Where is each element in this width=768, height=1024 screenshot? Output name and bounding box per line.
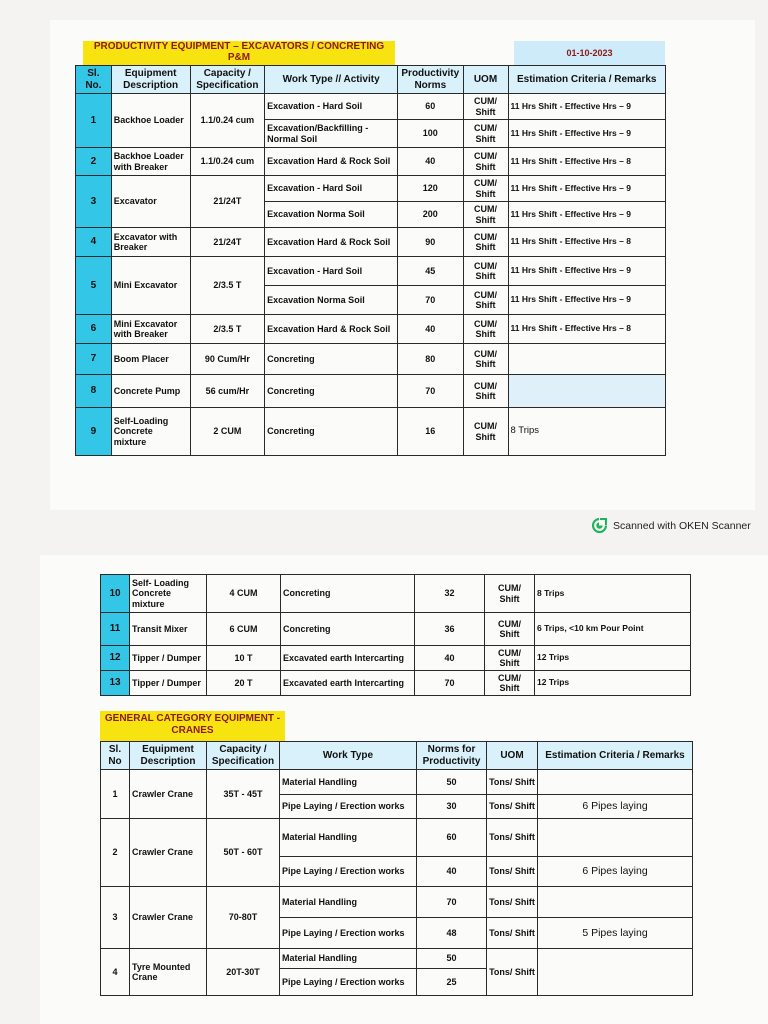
section3-title: GENERAL CATEGORY EQUIPMENT - CRANES: [100, 711, 285, 742]
table-row: [101, 646, 691, 671]
col-header-remarks: Estimation Criteria / Remarks: [538, 742, 693, 770]
cell-norm: 60: [398, 94, 463, 120]
cell-work-type: Concreting: [281, 575, 415, 613]
cell-capacity: 35T - 45T: [207, 770, 280, 819]
cell-uom: CUM/ Shift: [463, 315, 508, 344]
cell-uom: Tons/ Shift: [487, 819, 538, 857]
cell-norm: 70: [398, 375, 463, 408]
cell-work-type: Concreting: [265, 375, 398, 408]
cell-equipment: Backhoe Loader: [111, 94, 190, 148]
transport-table: [100, 574, 691, 696]
col-header-norms: Productivity Norms: [398, 66, 463, 94]
cell-norm: 32: [415, 575, 485, 613]
cell-work-type: Material Handling: [280, 887, 417, 918]
cell-capacity: 2/3.5 T: [190, 315, 265, 344]
table-row: [101, 575, 691, 613]
cell-norm: 40: [417, 857, 487, 887]
cell-equipment: Crawler Crane: [130, 887, 207, 949]
cell-remark: 11 Hrs Shift - Effective Hrs – 9: [508, 94, 666, 120]
cell-equipment: Concrete Pump: [111, 375, 190, 408]
cell-capacity: 6 CUM: [207, 613, 281, 646]
cell-remark: 12 Trips: [535, 646, 691, 671]
cell-equipment: Transit Mixer: [130, 613, 207, 646]
cell-sl: 7: [76, 344, 112, 375]
cell-norm: 70: [415, 671, 485, 696]
cell-uom: CUM/ Shift: [463, 344, 508, 375]
cell-norm: 48: [417, 918, 487, 949]
col-header-uom: UOM: [487, 742, 538, 770]
cell-remark: [508, 344, 666, 375]
cell-sl: 11: [101, 613, 130, 646]
cell-norm: 80: [398, 344, 463, 375]
cell-uom: CUM/ Shift: [463, 375, 508, 408]
cell-capacity: 21/24T: [190, 176, 265, 228]
cell-uom: CUM/ Shift: [463, 120, 508, 148]
cell-work-type: Excavation Hard & Rock Soil: [265, 148, 398, 176]
cell-norm: 70: [417, 887, 487, 918]
col-header-uom: UOM: [463, 66, 508, 94]
cell-norm: 120: [398, 176, 463, 202]
cell-sl: 2: [101, 819, 130, 887]
cell-sl: 3: [101, 887, 130, 949]
table-row: [101, 671, 691, 696]
cell-uom: CUM/ Shift: [463, 94, 508, 120]
cell-remark: 8 Trips: [508, 408, 666, 456]
cell-remark: 6 Trips, <10 km Pour Point: [535, 613, 691, 646]
cell-capacity: 2/3.5 T: [190, 257, 265, 315]
scanner-text: Scanned with OKEN Scanner: [613, 519, 751, 532]
cell-remark: 11 Hrs Shift - Effective Hrs – 9: [508, 286, 666, 315]
cell-work-type: Excavated earth Intercarting: [281, 646, 415, 671]
cell-sl: 8: [76, 375, 112, 408]
cell-equipment: Tipper / Dumper: [130, 671, 207, 696]
cell-uom: CUM/ Shift: [485, 613, 535, 646]
cell-equipment: Excavator: [111, 176, 190, 228]
cell-norm: 16: [398, 408, 463, 456]
cell-uom: CUM/ Shift: [463, 176, 508, 202]
cell-sl: 3: [76, 176, 112, 228]
cell-remark: 6 Pipes laying: [538, 857, 693, 887]
cell-sl: 10: [101, 575, 130, 613]
cell-equipment: Mini Excavator with Breaker: [111, 315, 190, 344]
cell-uom: CUM/ Shift: [485, 671, 535, 696]
cell-capacity: 50T - 60T: [207, 819, 280, 887]
cell-work-type: Excavation Hard & Rock Soil: [265, 315, 398, 344]
table-row: [76, 257, 666, 286]
cell-capacity: 10 T: [207, 646, 281, 671]
cell-norm: 40: [398, 315, 463, 344]
cell-norm: 50: [417, 949, 487, 969]
cell-norm: 50: [417, 770, 487, 795]
cell-equipment: Crawler Crane: [130, 770, 207, 819]
cell-remark: 6 Pipes laying: [538, 795, 693, 819]
table-row: [101, 949, 693, 969]
cell-uom: Tons/ Shift: [487, 949, 538, 996]
cell-capacity: 21/24T: [190, 228, 265, 257]
table-row: [101, 887, 693, 918]
section1-title: PRODUCTIVITY EQUIPMENT – EXCAVATORS / CONCRETING P&M: [83, 41, 395, 65]
cell-capacity: 20 T: [207, 671, 281, 696]
cell-uom: CUM/ Shift: [463, 228, 508, 257]
table-row: [76, 344, 666, 375]
cell-work-type: Pipe Laying / Erection works: [280, 918, 417, 949]
cell-equipment: Backhoe Loader with Breaker: [111, 148, 190, 176]
cell-sl: 6: [76, 315, 112, 344]
table-row: [76, 228, 666, 257]
cell-work-type: Pipe Laying / Erection works: [280, 795, 417, 819]
table-row: [101, 613, 691, 646]
cell-remark: 11 Hrs Shift - Effective Hrs – 9: [508, 176, 666, 202]
oken-logo-icon: [592, 518, 607, 533]
col-header-equipment: Equipment Description: [111, 66, 190, 94]
cell-equipment: Self- Loading Concrete mixture: [130, 575, 207, 613]
cell-norm: 36: [415, 613, 485, 646]
cell-remark: 5 Pipes laying: [538, 918, 693, 949]
col-header-norms: Norms for Productivity: [417, 742, 487, 770]
scanner-watermark: [592, 518, 751, 533]
cell-remark: 11 Hrs Shift - Effective Hrs – 8: [508, 228, 666, 257]
cell-sl: 9: [76, 408, 112, 456]
cell-capacity: 70-80T: [207, 887, 280, 949]
cell-sl: 1: [76, 94, 112, 148]
cell-work-type: Material Handling: [280, 770, 417, 795]
table-row: [101, 770, 693, 795]
cell-capacity: 4 CUM: [207, 575, 281, 613]
cell-work-type: Excavation Norma Soil: [265, 286, 398, 315]
cell-uom: CUM/ Shift: [485, 575, 535, 613]
cell-norm: 200: [398, 202, 463, 228]
cell-remark: [538, 770, 693, 795]
cell-remark: 11 Hrs Shift - Effective Hrs – 8: [508, 148, 666, 176]
col-header-sl: Sl. No.: [76, 66, 112, 94]
cell-norm: 30: [417, 795, 487, 819]
cell-work-type: Concreting: [265, 408, 398, 456]
table-row: [76, 176, 666, 202]
col-header-work-type: Work Type // Activity: [265, 66, 398, 94]
cell-remark: [538, 887, 693, 918]
cell-uom: Tons/ Shift: [487, 770, 538, 795]
col-header-work-type: Work Type: [280, 742, 417, 770]
cell-uom: Tons/ Shift: [487, 795, 538, 819]
cell-norm: 70: [398, 286, 463, 315]
cell-uom: Tons/ Shift: [487, 918, 538, 949]
cell-sl: 4: [76, 228, 112, 257]
col-header-equipment: Equipment Description: [130, 742, 207, 770]
table-header-row: [101, 742, 693, 770]
cell-equipment: Mini Excavator: [111, 257, 190, 315]
cell-work-type: Excavation/Backfilling - Normal Soil: [265, 120, 398, 148]
cell-sl: 4: [101, 949, 130, 996]
cell-sl: 13: [101, 671, 130, 696]
excavators-table: [75, 65, 666, 456]
cell-norm: 90: [398, 228, 463, 257]
table-row: [76, 408, 666, 456]
cell-norm: 25: [417, 969, 487, 996]
cell-sl: 1: [101, 770, 130, 819]
cell-work-type: Pipe Laying / Erection works: [280, 969, 417, 996]
cell-capacity: 1.1/0.24 cum: [190, 148, 265, 176]
cell-sl: 5: [76, 257, 112, 315]
cell-remark: 11 Hrs Shift - Effective Hrs – 9: [508, 202, 666, 228]
cell-work-type: Excavation Norma Soil: [265, 202, 398, 228]
cell-uom: CUM/ Shift: [463, 408, 508, 456]
cell-work-type: Material Handling: [280, 949, 417, 969]
cell-remark: 11 Hrs Shift - Effective Hrs – 9: [508, 257, 666, 286]
cranes-table: [100, 741, 693, 996]
cell-work-type: Concreting: [265, 344, 398, 375]
cell-uom: CUM/ Shift: [463, 257, 508, 286]
cell-equipment: Tipper / Dumper: [130, 646, 207, 671]
cell-work-type: Excavation Hard & Rock Soil: [265, 228, 398, 257]
cell-uom: CUM/ Shift: [485, 646, 535, 671]
cell-equipment: Excavator with Breaker: [111, 228, 190, 257]
cell-remark: 11 Hrs Shift - Effective Hrs – 8: [508, 315, 666, 344]
cell-capacity: 56 cum/Hr: [190, 375, 265, 408]
table-row: [76, 94, 666, 120]
cell-norm: 40: [415, 646, 485, 671]
cell-equipment: Self-Loading Concrete mixture: [111, 408, 190, 456]
table-header-row: [76, 66, 666, 94]
cell-equipment: Tyre Mounted Crane: [130, 949, 207, 996]
cell-norm: 60: [417, 819, 487, 857]
col-header-remarks: Estimation Criteria / Remarks: [508, 66, 666, 94]
cell-work-type: Material Handling: [280, 819, 417, 857]
table-row: [76, 148, 666, 176]
cell-remark: [538, 949, 693, 996]
cell-remark: [538, 819, 693, 857]
cell-uom: CUM/ Shift: [463, 148, 508, 176]
cell-remark: 11 Hrs Shift - Effective Hrs – 9: [508, 120, 666, 148]
col-header-capacity: Capacity / Specification: [207, 742, 280, 770]
table-row: [101, 819, 693, 857]
cell-sl: 12: [101, 646, 130, 671]
cell-uom: Tons/ Shift: [487, 857, 538, 887]
cell-remark: 8 Trips: [535, 575, 691, 613]
cell-uom: CUM/ Shift: [463, 286, 508, 315]
cell-remark: [508, 375, 666, 408]
cell-work-type: Excavation - Hard Soil: [265, 94, 398, 120]
cell-sl: 2: [76, 148, 112, 176]
cell-work-type: Excavation - Hard Soil: [265, 176, 398, 202]
document-date: 01-10-2023: [514, 41, 665, 65]
col-header-sl: Sl. No: [101, 742, 130, 770]
cell-equipment: Boom Placer: [111, 344, 190, 375]
cell-equipment: Crawler Crane: [130, 819, 207, 887]
cell-work-type: Excavated earth Intercarting: [281, 671, 415, 696]
cell-capacity: 90 Cum/Hr: [190, 344, 265, 375]
cell-capacity: 2 CUM: [190, 408, 265, 456]
cell-work-type: Concreting: [281, 613, 415, 646]
cell-norm: 100: [398, 120, 463, 148]
cell-work-type: Pipe Laying / Erection works: [280, 857, 417, 887]
cell-remark: 12 Trips: [535, 671, 691, 696]
table-row: [76, 375, 666, 408]
cell-work-type: Excavation - Hard Soil: [265, 257, 398, 286]
cell-uom: Tons/ Shift: [487, 887, 538, 918]
cell-uom: CUM/ Shift: [463, 202, 508, 228]
col-header-capacity: Capacity / Specification: [190, 66, 265, 94]
cell-capacity: 1.1/0.24 cum: [190, 94, 265, 148]
table-row: [76, 315, 666, 344]
cell-norm: 40: [398, 148, 463, 176]
cell-norm: 45: [398, 257, 463, 286]
cell-capacity: 20T-30T: [207, 949, 280, 996]
